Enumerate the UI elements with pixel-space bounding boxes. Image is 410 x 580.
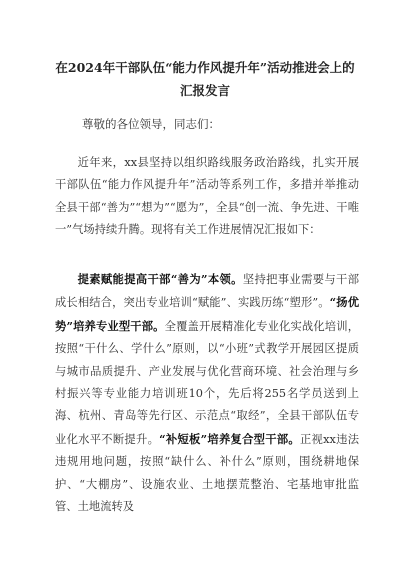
section-heading: 提素赋能提高干部“善为”本领。	[77, 272, 243, 286]
subsection-heading: “扬优势”培养专业型干部。	[55, 295, 359, 333]
section-text: 坚持把事业需要与干部成长相结合，突出专业培训“赋能”、实践历练“塑形”。	[55, 273, 359, 310]
greeting: 尊敬的各位领导，同志们：	[82, 117, 220, 131]
subsection-text: 正视xx违法违规用地问题，按照“缺什么、补什么”原则，围绕耕地保护、“大棚房”、设施农业、土地摆荒整治、宅基地审批监管、土地流转及	[55, 432, 359, 514]
subsection-heading: “补短板”培养复合型干部。	[159, 431, 300, 446]
section-paragraph	[55, 268, 359, 518]
subsection-text: 全覆盖开展精准化专业化实战化培训，按照“干什么、学什么”原则，以“小班”式教学开展园区提质与城市品质提升、产业发展与优化营商环境、社会治理与乡村振兴等专业能力培训班10个，先后将255名学员送到上海、杭州、青岛等先行区、示范点“取经”，全县干部队伍专业化水平不断提升。	[55, 319, 359, 446]
document-title: 在2024年干部队伍“能力作风提升年”活动推进会上的汇报发言	[55, 60, 355, 98]
intro-paragraph: 近年来，xx县坚持以组织路线服务政治路线，扎实开展干部队伍“能力作风提升年”活动等系列工作，多措并举推动全县干部“善为”“想为”“愿为”，全县“创一流、争先进、干唯一”气场持续升腾。现将有关工作进展情况汇报如下：	[55, 156, 359, 237]
